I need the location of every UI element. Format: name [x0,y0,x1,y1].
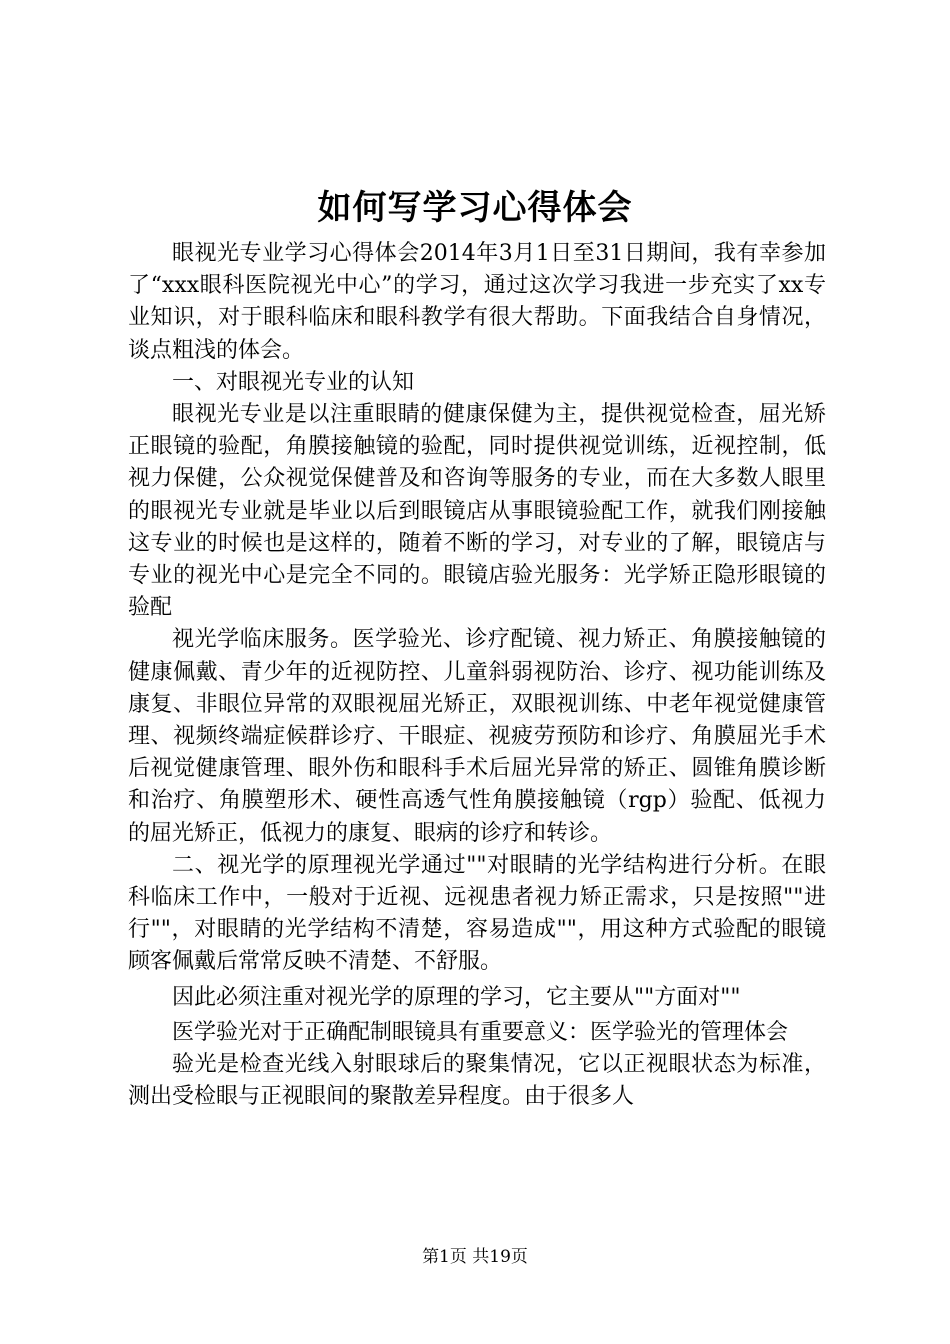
document-body [128,238,826,1113]
paragraph-optometry-definition: 验光是检查光线入射眼球后的聚集情况，它以正视眼状态为标准，测出受检眼与正视眼间的聚散差异程度。由于很多人 [128,1052,826,1110]
section-heading-2: 二、视光学的原理视光学通过""对眼睛的光学结构进行分析。在眼科临床工作中，一般对于近视、远视患者视力矫正需求，只是按照""进行""，对眼睛的光学结构不清楚，容易造成""，用这种方式验配的眼镜顾客佩戴后常常反映不清楚、不舒服。 [128,852,826,975]
document-title: 如何写学习心得体会 [317,188,633,228]
paragraph-principles: 因此必须注重对视光学的原理的学习，它主要从""方面对"" [172,984,741,1010]
paragraph-intro: 眼视光专业学习心得体会2014年3月1日至31日期间，我有幸参加了“xxx眼科医院视光中心”的学习，通过这次学习我进一步充实了xx专业知识，对于眼科临床和眼科教学有很大帮助。下面我结合自身情况，谈点粗浅的体会。 [128,241,826,363]
page-footer: 第1页 共19页 [422,1247,528,1267]
paragraph-medical-optometry: 医学验光对于正确配制眼镜具有重要意义：医学验光的管理体会 [172,1019,789,1045]
section-heading-1: 一、对眼视光专业的认知 [172,369,415,395]
paragraph-definition: 眼视光专业是以注重眼睛的健康保健为主，提供视觉检查，屈光矫正眼镜的验配，角膜接触镜的验配，同时提供视觉训练，近视控制，低视力保健，公众视觉保健普及和咨询等服务的专业，而在大多数人眼里的眼视光专业就是毕业以后到眼镜店从事眼镜验配工作，就我们刚接触这专业的时候也是这样的，随着不断的学习，对专业的了解，眼镜店与专业的视光中心是完全不同的。眼镜店验光服务：光学矫正隐形眼镜的验配 [128,402,826,621]
paragraph-clinical-services: 视光学临床服务。医学验光、诊疗配镜、视力矫正、角膜接触镜的健康佩戴、青少年的近视防控、儿童斜弱视防治、诊疗、视功能训练及康复、非眼位异常的双眼视屈光矫正，双眼视训练、中老年视觉健康管理、视频终端症候群诊疗、干眼症、视疲劳预防和诊疗、角膜屈光手术后视觉健康管理、眼外伤和眼科手术后屈光异常的矫正、圆锥角膜诊断和治疗、角膜塑形术、硬性高透气性角膜接触镜（rgp）验配、低视力的屈光矫正，低视力的康复、眼病的诊疗和转诊。 [128,627,826,846]
